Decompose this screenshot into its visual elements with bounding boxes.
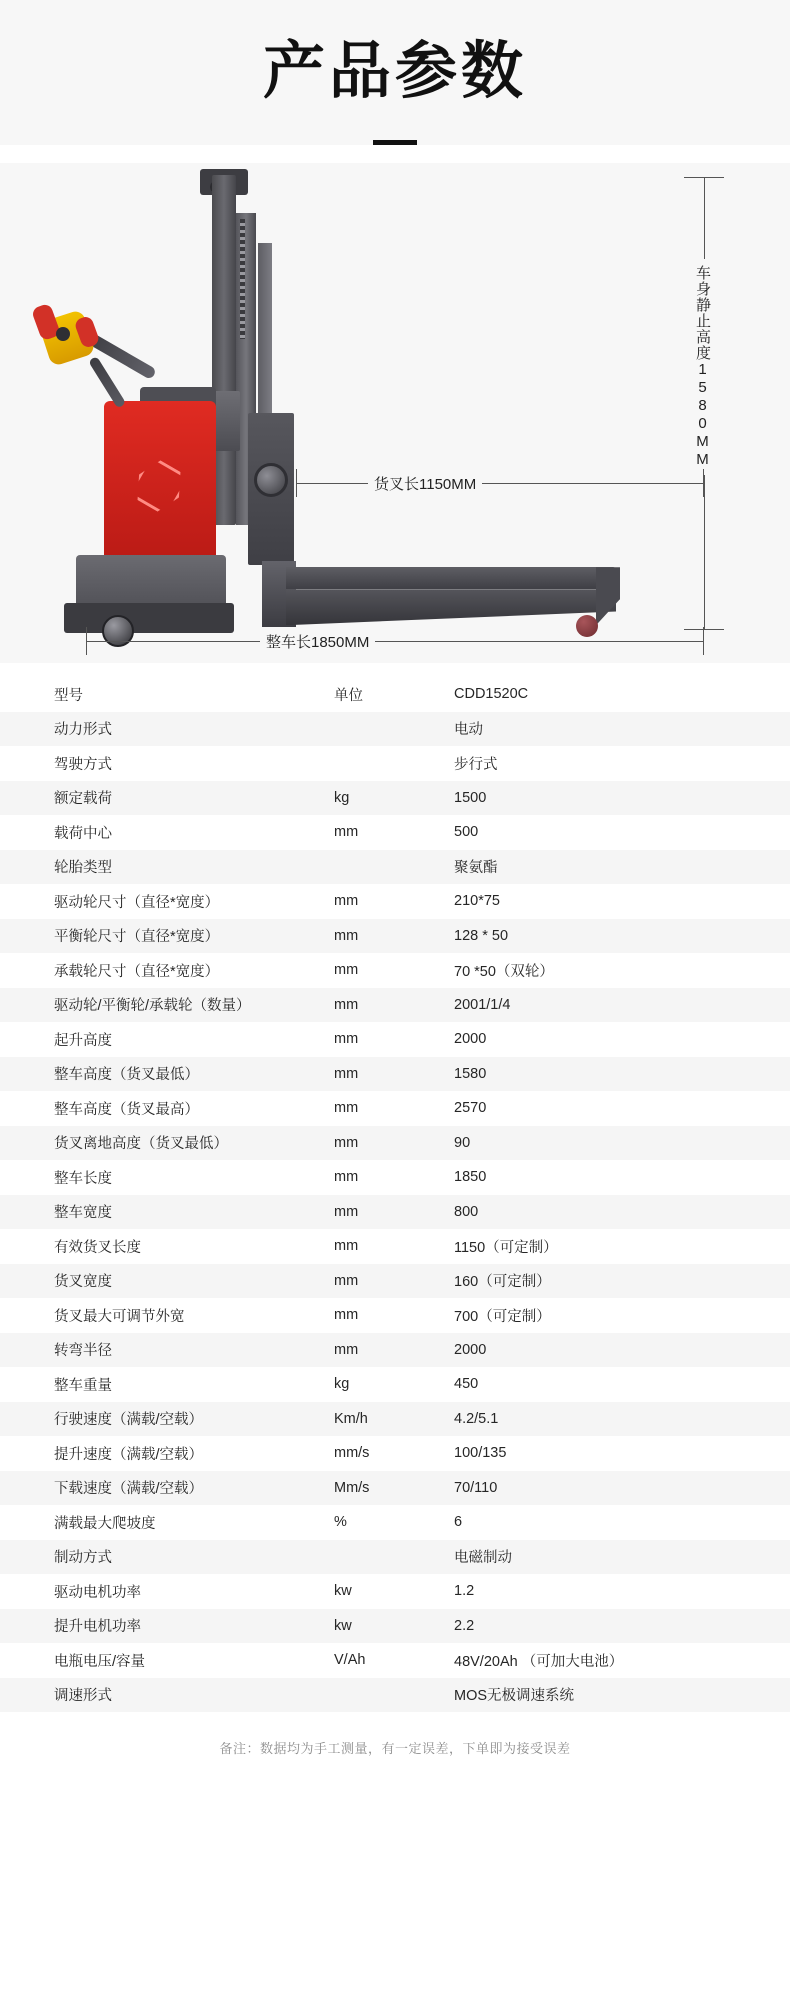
- spec-value: 100/135: [454, 1445, 507, 1462]
- spec-unit: mm: [334, 1238, 359, 1255]
- title-divider: [373, 140, 417, 145]
- table-row: [0, 1195, 790, 1230]
- page-title: 产品参数: [262, 37, 527, 106]
- spec-value: 聚氨酯: [454, 860, 498, 877]
- table-row: [0, 1367, 790, 1402]
- load-wheel: [576, 615, 598, 637]
- table-row: [0, 1126, 790, 1161]
- spec-name: 提升速度（满载/空载）: [54, 1446, 204, 1463]
- specifications-table: [0, 677, 790, 1712]
- spec-unit: mm: [334, 1169, 359, 1186]
- spec-name: 驾驶方式: [54, 756, 112, 773]
- spec-name: 整车宽度: [54, 1205, 112, 1222]
- fork-blade: [286, 567, 616, 589]
- table-row: [0, 1091, 790, 1126]
- fork-length-label: 货叉长1150MM: [368, 473, 482, 494]
- spec-unit: %: [334, 1514, 347, 1531]
- table-row: [0, 1057, 790, 1092]
- spec-value: 1580: [454, 1065, 487, 1082]
- spec-value: 500: [454, 824, 479, 841]
- table-row: [0, 1643, 790, 1678]
- spec-unit: mm: [334, 927, 359, 944]
- chassis-skirt: [64, 603, 234, 633]
- table-row: [0, 746, 790, 781]
- spec-value: 2001/1/4: [454, 996, 511, 1013]
- spec-name: 货叉最大可调节外宽: [54, 1308, 185, 1325]
- spec-name: 动力形式: [54, 722, 112, 739]
- spec-name: 提升电机功率: [54, 1619, 141, 1636]
- spec-name: 驱动轮尺寸（直径*宽度）: [54, 894, 220, 911]
- spec-unit: Km/h: [334, 1410, 368, 1427]
- spec-name: 转弯半径: [54, 1343, 112, 1360]
- spec-name: 货叉宽度: [54, 1274, 112, 1291]
- spec-name: 整车长度: [54, 1170, 112, 1187]
- total-length-tick-right: [703, 627, 704, 655]
- fork-tip: [596, 567, 620, 625]
- spec-unit: mm: [334, 1272, 359, 1289]
- spec-value: 128 * 50: [454, 927, 509, 944]
- spec-value: 2.2: [454, 1617, 475, 1634]
- spec-value: 70/110: [454, 1479, 498, 1496]
- table-row: [0, 781, 790, 816]
- spec-name: 调速形式: [54, 1688, 112, 1705]
- fork-blade-taper: [286, 589, 616, 625]
- spec-value: MOS无极调速系统: [454, 1688, 575, 1705]
- table-row: [0, 1505, 790, 1540]
- spec-unit: mm: [334, 1100, 359, 1117]
- spec-unit: Mm/s: [334, 1479, 370, 1496]
- spec-value: 90: [454, 1134, 471, 1151]
- table-row: [0, 1022, 790, 1057]
- spec-unit: mm: [334, 1307, 359, 1324]
- spec-name: 行驶速度（满载/空载）: [54, 1412, 204, 1429]
- fork-length-tick-left: [296, 469, 297, 497]
- spec-unit: mm: [334, 996, 359, 1013]
- spec-unit: [330, 850, 450, 885]
- spec-value: 电磁制动: [454, 1550, 512, 1567]
- table-row: [0, 1402, 790, 1437]
- spec-value: 1.2: [454, 1583, 475, 1600]
- table-row: [0, 1264, 790, 1299]
- spec-name: 起升高度: [54, 1032, 112, 1049]
- table-row: [0, 1678, 790, 1713]
- spec-name: 有效货叉长度: [54, 1239, 141, 1256]
- table-footnote: 备注：数据均为手工测量，有一定误差，下单即为接受误差: [219, 1741, 571, 1757]
- table-row: [0, 1609, 790, 1644]
- spec-unit: mm: [334, 1134, 359, 1151]
- spec-value: 1500: [454, 789, 487, 806]
- table-row: [0, 988, 790, 1023]
- spec-value: 6: [454, 1514, 463, 1531]
- table-row: [0, 815, 790, 850]
- spec-unit: [330, 1540, 450, 1575]
- product-diagram: [0, 163, 790, 663]
- spec-value: 160（可定制）: [454, 1274, 551, 1291]
- spec-unit: mm: [334, 1065, 359, 1082]
- spec-name: 型号: [54, 687, 83, 704]
- fork-length-tick-right: [703, 469, 704, 497]
- table-row: [0, 1160, 790, 1195]
- forklift-illustration: [0, 163, 790, 663]
- table-row: [0, 677, 790, 712]
- table-row: [0, 712, 790, 747]
- spec-value: 1850: [454, 1169, 487, 1186]
- table-row: [0, 1540, 790, 1575]
- spec-name: 满载最大爬坡度: [54, 1515, 156, 1532]
- table-row: [0, 850, 790, 885]
- spec-value: 450: [454, 1376, 479, 1393]
- fork-length-measure-line: [296, 483, 704, 484]
- spec-name: 货叉离地高度（货叉最低）: [54, 1136, 228, 1153]
- height-measure-tick-top: [684, 177, 724, 178]
- table-row: [0, 919, 790, 954]
- spec-value: 4.2/5.1: [454, 1410, 499, 1427]
- spec-unit: V/Ah: [334, 1652, 366, 1669]
- page-header: [0, 0, 790, 145]
- table-row: [0, 884, 790, 919]
- spec-name: 载荷中心: [54, 825, 112, 842]
- total-length-label: 整车长1850MM: [260, 631, 375, 652]
- spec-value: 700（可定制）: [454, 1308, 551, 1325]
- mast-roller: [254, 463, 288, 497]
- spec-value: 1150（可定制）: [454, 1239, 558, 1256]
- spec-value: 步行式: [454, 756, 498, 773]
- spec-value: 2570: [454, 1100, 487, 1117]
- spec-value: 电动: [454, 722, 483, 739]
- spec-unit: mm: [334, 1341, 359, 1358]
- spec-value: CDD1520C: [454, 686, 529, 703]
- table-row: [0, 1574, 790, 1609]
- spec-name: 驱动轮/平衡轮/承载轮（数量）: [54, 998, 251, 1015]
- lift-chain: [240, 219, 245, 339]
- spec-name: 轮胎类型: [54, 860, 112, 877]
- spec-unit: mm: [334, 1031, 359, 1048]
- specifications-table-body: [0, 677, 790, 1712]
- spec-value: 2000: [454, 1341, 487, 1358]
- spec-name: 平衡轮尺寸（直径*宽度）: [54, 929, 220, 946]
- spec-value: 2000: [454, 1031, 487, 1048]
- spec-name: 额定载荷: [54, 791, 112, 808]
- spec-name: 电瓶电压/容量: [54, 1653, 146, 1670]
- height-measure-label: 车身静止高度1580MM: [692, 259, 713, 475]
- spec-name: 整车高度（货叉最高）: [54, 1101, 199, 1118]
- table-row: [0, 953, 790, 988]
- table-row: [0, 1333, 790, 1368]
- spec-name: 制动方式: [54, 1550, 112, 1567]
- spec-unit: mm: [334, 962, 359, 979]
- spec-value: 70 *50（双轮）: [454, 963, 554, 980]
- height-measure-tick-bottom: [684, 629, 724, 630]
- spec-unit: [330, 1678, 450, 1713]
- spec-unit: mm: [334, 1203, 359, 1220]
- spec-unit: kw: [334, 1583, 352, 1600]
- spec-unit: kg: [334, 789, 350, 806]
- spec-name: 整车高度（货叉最低）: [54, 1067, 199, 1084]
- drive-wheel: [102, 615, 134, 647]
- spec-value: 48V/20Ah （可加大电池）: [454, 1653, 624, 1670]
- spec-unit: mm/s: [334, 1445, 370, 1462]
- table-row: [0, 1229, 790, 1264]
- table-row: [0, 1298, 790, 1333]
- table-row: [0, 1471, 790, 1506]
- spec-name: 承载轮尺寸（直径*宽度）: [54, 963, 220, 980]
- spec-value: 800: [454, 1203, 479, 1220]
- spec-unit: kg: [334, 1376, 350, 1393]
- spec-unit: mm: [334, 824, 359, 841]
- spec-unit: kw: [334, 1617, 352, 1634]
- total-length-tick-left: [86, 627, 87, 655]
- spec-name: 下载速度（满载/空载）: [54, 1481, 204, 1498]
- table-row: [0, 1436, 790, 1471]
- spec-unit: mm: [334, 893, 359, 910]
- spec-value: 210*75: [454, 893, 500, 910]
- spec-name: 驱动电机功率: [54, 1584, 141, 1601]
- spec-unit: 单位: [334, 687, 363, 704]
- total-length-measure-line: [86, 641, 704, 642]
- spec-unit: [330, 712, 450, 747]
- spec-name: 整车重量: [54, 1377, 112, 1394]
- spec-unit: [330, 746, 450, 781]
